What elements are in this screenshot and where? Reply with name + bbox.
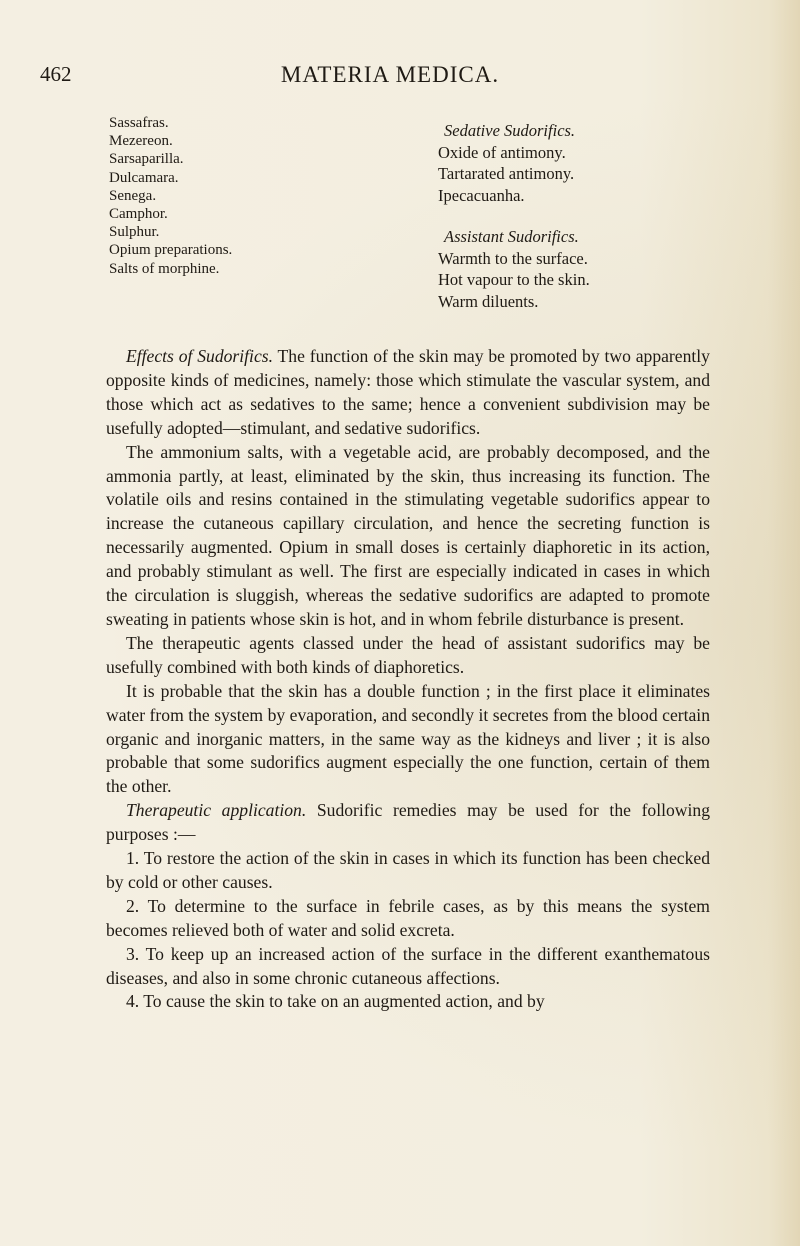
- paragraph-assistant-agents: The therapeutic agents classed under the head of assistant sudorifics may be usefully combined with both kinds of diaphoretics.: [106, 632, 710, 677]
- list-item: Sulphur.: [109, 224, 160, 241]
- page-number: 462: [40, 62, 72, 86]
- page-header: [40, 62, 740, 92]
- numbered-item: 2. To determine to the surface in febrile cases, as by this means the system becomes relieved both of water and solid excreta.: [106, 895, 710, 940]
- body-text: [106, 345, 710, 1014]
- application-heading: Therapeutic application.: [126, 800, 307, 821]
- list-item: Salts of morphine.: [109, 260, 220, 277]
- paragraph-double-function: It is probable that the skin has a double function ; in the first place it eliminates water from the system by evaporation, and secondly it secretes from the blood certain organic and inorganic matters, in the same way as the kidneys and liver ; it is also probable that some sudorifics augment especially the one function, certain of them the other.: [106, 680, 710, 797]
- list-item: Sassafras.: [109, 115, 169, 131]
- list-item: Dulcamara.: [109, 169, 179, 186]
- list-item: Oxide of antimony.: [438, 142, 566, 162]
- list-item: Tartarated antimony.: [438, 164, 575, 183]
- list-item: Ipecacuanha.: [438, 185, 525, 205]
- numbered-item: 3. To keep up an increased action of the surface in the different exanthematous diseases, and also in some chronic cutaneous affections.: [106, 943, 710, 988]
- list-item: Warm diluents.: [438, 291, 539, 311]
- list-item: Camphor.: [109, 206, 168, 223]
- list-item: Warmth to the surface.: [438, 248, 588, 268]
- application-text: Sudorific remedies may be used for the following purposes :—: [106, 800, 710, 845]
- sedative-sudorifics-heading: Sedative Sudorifics.: [444, 121, 576, 140]
- list-item: Sarsaparilla.: [109, 151, 184, 168]
- list-item: Senega.: [109, 187, 157, 204]
- sudorifics-right-column: [438, 120, 698, 312]
- list-item: Mezereon.: [109, 133, 173, 150]
- numbered-item: 4. To cause the skin to take on an augmented action, and by: [126, 991, 545, 1012]
- stimulant-sudorifics-list: [109, 114, 309, 278]
- assistant-sudorifics-heading: Assistant Sudorifics.: [444, 227, 579, 246]
- running-head: MATERIA MEDICA.: [280, 62, 500, 87]
- list-item: Opium preparations.: [109, 242, 233, 259]
- paragraph-effects: [106, 345, 710, 441]
- paragraph-ammonium: The ammonium salts, with a vegetable acid, are probably decomposed, and the ammonia partly, at least, eliminated by the skin, thus increasing its function. The volatile oils and resins contained in the stimulating vegetable sudorifics appear to increase the cutaneous capillary circulation, and hence the secreting function is necessarily augmented. Opium in small doses is certainly diaphoretic in its action, and probably stimulant as well. The first are especially indicated in cases in which the circulation is sluggish, whereas the sedative sudorifics are adapted to promote sweating in patients whose skin is hot, and in whom febrile disturbance is present.: [106, 441, 710, 629]
- numbered-item: 1. To restore the action of the skin in cases in which its function has been checked by cold or other causes.: [106, 848, 710, 892]
- effects-heading: Effects of Sudorifics.: [126, 346, 273, 366]
- effects-text: The function of the skin may be promoted by two apparently opposite kinds of medicines, namely: those which stimulate the vascular system, and those which act as sedatives to the same; hence a convenient subdivision may be usefully adopted—stimulant, and sedative sudorifics.: [106, 346, 710, 438]
- list-item: Hot vapour to the skin.: [438, 270, 590, 289]
- paragraph-application: [106, 799, 710, 847]
